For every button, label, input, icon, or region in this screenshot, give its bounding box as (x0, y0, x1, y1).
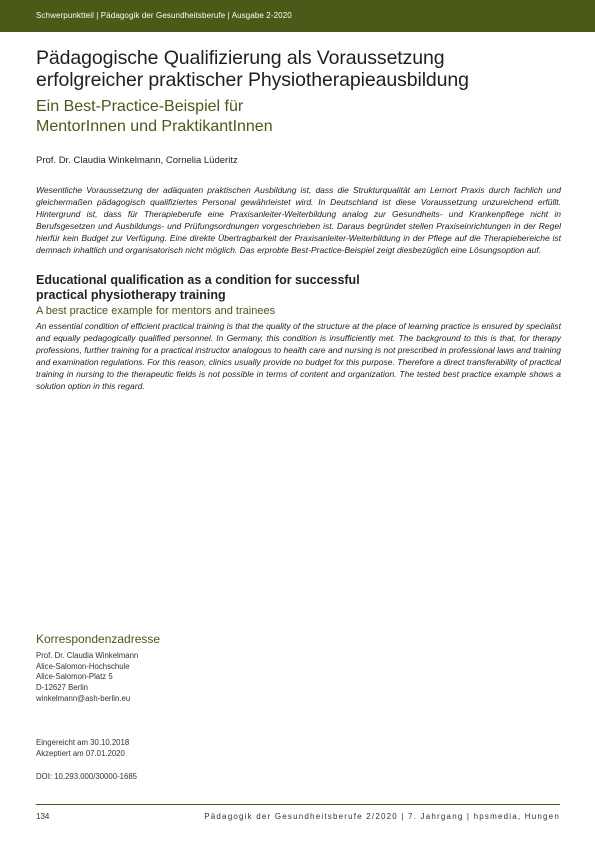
correspondence-name: Prof. Dr. Claudia Winkelmann (36, 651, 139, 660)
authors: Prof. Dr. Claudia Winkelmann, Cornelia Lüderitz (36, 155, 238, 166)
article-subtitle (36, 97, 561, 137)
submission-dates (36, 738, 129, 759)
article-body (36, 47, 561, 392)
correspondence-institution: Alice-Salomon-Hochschule (36, 661, 130, 671)
header-bar (0, 0, 595, 32)
running-header: Schwerpunktteil | Pädagogik der Gesundheitsberufe | Ausgabe 2-2020 (36, 11, 292, 20)
english-title-line-1: Educational qualification as a condition for successful (36, 272, 360, 287)
doi: DOI: 10.293.000/30000-1685 (36, 772, 138, 781)
english-title (36, 273, 561, 303)
english-title-line-2: practical physiotherapy training (36, 287, 226, 302)
english-subtitle: A best practice example for mentors and trainees (36, 304, 276, 317)
accepted-date: Akzeptiert am 07.01.2020 (36, 748, 125, 758)
journal-footer: Pädagogik der Gesundheitsberufe 2/2020 | 7. Jahrgang | hpsmedia, Hungen (204, 812, 560, 821)
correspondence-block (36, 632, 336, 705)
page-number: 134 (36, 812, 50, 821)
abstract-german: Wesentliche Voraussetzung der adäquaten praktischen Ausbildung ist, dass die Strukturqualität am Lernort Praxis durch fachlich und gleichermaßen pädagogisch qualifiziertes Personal gewährleistet wird. In Deutschland ist diese Voraussetzung unzureichend erfüllt. Hintergrund ist, dass für Therapieberufe eine Praxisanleiter-Weiterbildung analog zur Gesundheits- und Krankenpflege nicht in Berufsgesetzen und Ausbildungs- und Prüfungsordnungen vorgeschrieben ist. Daraus begründet stellen Praxiseinrichtungen in der Regel hierfür kein Budget zur Verfügung. Eine direkte Übertragbarkeit der Praxisanleiter-Weiterbildung in der Pflege auf die Therapiebereiche ist demnach inhaltlich und organisatorisch nicht möglich. Das erprobte Best-Practice-Beispiel zeigt diesbezüglich eine Lösungsoption auf. (36, 185, 561, 256)
article-title (36, 47, 561, 91)
article-subtitle-line-1: Ein Best-Practice-Beispiel für (36, 98, 244, 115)
article-title-line-1: Pädagogische Qualifizierung als Voraussetzung (36, 47, 445, 69)
footer-divider (36, 804, 560, 805)
abstract-english: An essential condition of efficient practical training is that the quality of the structure at the place of learning practice is ensured by specialist and equally pedagogically qualified personnel. In Germany, this condition is insufficiently met. The background to this is that, for therapy professions, further training for a practical instructor analogous to health care and nursing is not prescribed in professional laws and training and examination regulations. For this reason, clinics usually provide no budget for this purpose. Therefore a direct transferability of practical training in nursing to the therapeutic fields is not possible in terms of content and organization. The tested best practice example shows a solution option in this regard. (36, 320, 561, 392)
article-title-line-2: erfolgreicher praktischer Physiotherapieausbildung (36, 69, 469, 91)
doi-block (36, 772, 137, 783)
received-date: Eingereicht am 30.10.2018 (36, 738, 130, 747)
article-subtitle-line-2: MentorInnen und PraktikantInnen (36, 118, 273, 135)
correspondence-heading: Korrespondenzadresse (36, 632, 161, 646)
correspondence-city: D-12627 Berlin (36, 683, 89, 693)
correspondence-email[interactable]: winkelmann@ash-berlin.eu (36, 693, 131, 703)
correspondence-address (36, 651, 336, 705)
correspondence-street: Alice-Salomon-Platz 5 (36, 672, 113, 682)
